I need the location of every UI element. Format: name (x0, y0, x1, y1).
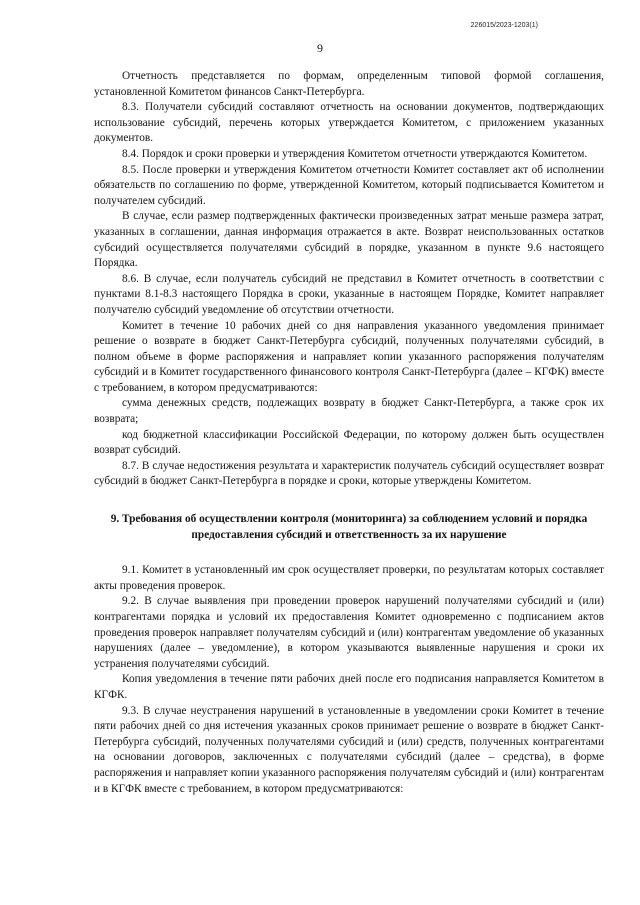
paragraph: 9.2. В случае выявления при проведении проверок нарушений получателями субсидий и (или) контрагентами порядка и условий их предоставления Комитет одновременно с подписанием актов проведения проверок направляет получателям субсидий и (или) контрагентам уведомление об указанных нарушениях (далее – уведомление), в котором указываются выявленные нарушения и сроки их устранения получателями субсидий. (94, 595, 604, 670)
section-heading: 9. Требования об осуществлении контроля (мониторинга) за соблюдением условий и порядка предоставления субсидий и ответственность за их нарушение (110, 513, 588, 541)
paragraph: Комитет в течение 10 рабочих дней со дня направления указанного уведомления принимает решение о возврате в бюджет Санкт-Петербурга субсидий, полученных получателями субсидий, в полном объеме в форме распоряжения и направляет копии указанного распоряжения получателям субсидий и в Комитет государственного финансового контроля Санкт-Петербурга (далее – КГФК) вместе с требованием, в котором предусматриваются: (94, 319, 604, 394)
paragraph: 8.4. Порядок и сроки проверки и утверждения Комитетом отчетности утверждаются Комитетом. (122, 147, 588, 160)
paragraph: 8.6. В случае, если получатель субсидий не представил в Комитет отчетность в соответствии с пунктами 8.1-8.3 настоящего Порядка в сроки, указанные в настоящем Порядке, Комитет направляет получателю субсидий уведомление об отсутствии отчетности. (94, 272, 604, 316)
document-body (94, 69, 604, 797)
paragraph: 9.1. Комитет в установленный им срок осуществляет проверки, по результатам которых составляет акты проведения проверок. (94, 564, 604, 592)
paragraph: код бюджетной классификации Российской Федерации, по которому должен быть осуществлен возврат субсидий. (94, 428, 604, 457)
paragraph: 8.7. В случае недостижения результата и характеристик получатель субсидий осуществляет возврат субсидий в бюджет Санкт-Петербурга в порядке и сроки, которые утверждены Комитетом. (94, 459, 604, 488)
paragraph: 8.5. После проверки и утверждения Комитетом отчетности Комитет составляет акт об исполнении обязательств по соглашению по форме, утвержденной Комитетом, который подписывается Комитетом и получателем субсидий. (94, 163, 604, 207)
paragraph: 9.3. В случае неустранения нарушений в установленные в уведомлении сроки Комитет в течение пяти рабочих дней со дня истечения указанных сроков принимает решение о возврате в бюджет Санкт-Петербурга субсидий, полученных получателями субсидий и (или) средств, полученных контрагентами на основании договоров, заключенных с получателями субсидий (далее – средства), в форме распоряжения и направляет копии указанного распоряжения получателям субсидий и (или) контрагентам и в КГФК вместе с требованием, в котором предусматриваются: (94, 704, 604, 795)
paragraph: 8.3. Получатели субсидий составляют отчетность на основании документов, подтверждающих использование субсидий, перечень которых утверждается Комитетом, с приложением указанных документов. (94, 101, 604, 145)
paragraph: Копия уведомления в течение пяти рабочих дней после его подписания направляется Комитетом в КГФК. (94, 673, 604, 701)
paragraph: сумма денежных средств, подлежащих возврату в бюджет Санкт-Петербурга, а также срок их возврата; (94, 397, 604, 426)
document-id: 226015/2023-1203(1) (470, 22, 538, 29)
paragraph: Отчетность представляется по формам, определенным типовой формой соглашения, установленной Комитетом финансов Санкт-Петербурга. (94, 70, 604, 98)
paragraph: В случае, если размер подтвержденных фактически произведенных затрат меньше размера затрат, указанных в соглашении, данная информация отражается в акте. Возврат неиспользованных остатков субсидий осуществляется получателями субсидий в порядке, указанном в пункте 9.6 настоящего Порядка. (94, 210, 604, 270)
page-number: 9 (317, 41, 323, 55)
